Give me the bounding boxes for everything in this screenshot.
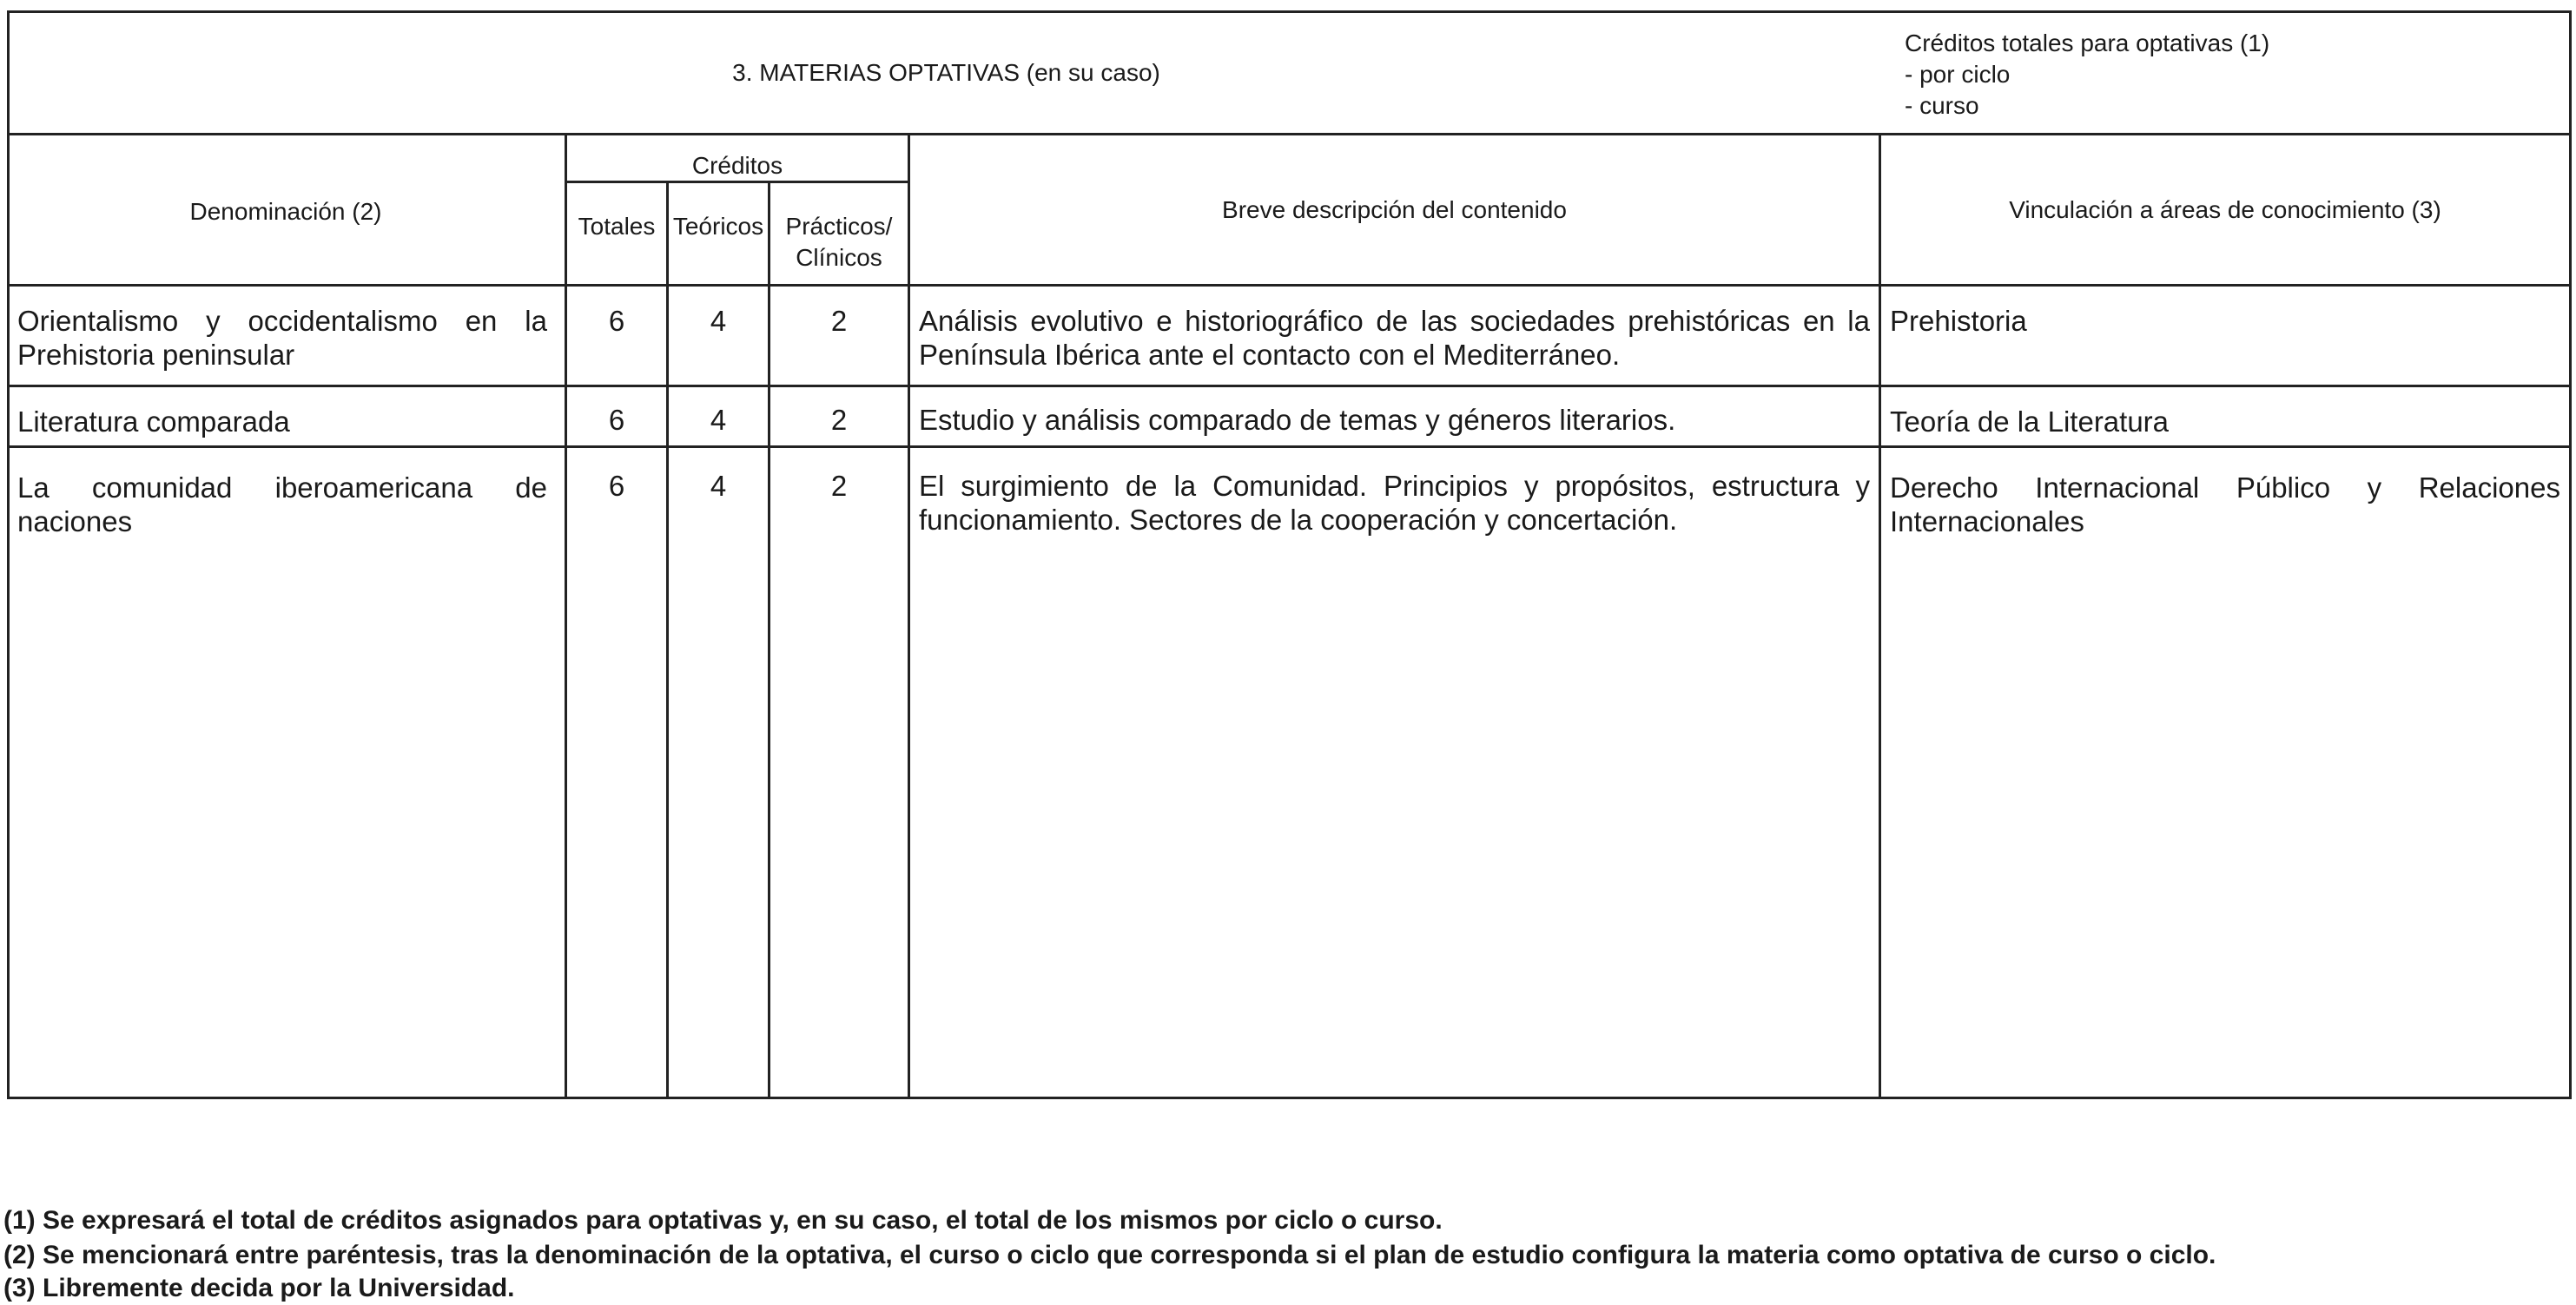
header-descripcion: Breve descripción del contenido	[1222, 196, 1567, 223]
row-2-practicos: 2	[830, 404, 848, 436]
row-1-teoricos: 4	[710, 305, 727, 337]
header-practicos	[770, 211, 908, 274]
credit-totals-line-3: - curso	[1905, 92, 1979, 119]
credit-totals-line-1: Créditos totales para optativas (1)	[1905, 30, 2270, 56]
row-2-denominacion: Literatura comparada	[17, 405, 290, 438]
credit-totals-line-2: - por ciclo	[1905, 61, 2011, 88]
row-3-totales: 6	[608, 470, 625, 502]
row-2-totales: 6	[608, 404, 625, 436]
header-practicos-line-2: Clínicos	[796, 244, 882, 271]
footnote-2: (2) Se mencionará entre paréntesis, tras la denominación de la optativa, el curso o ciclo que corresponda si el plan de estudio configura la materia como optativa de curso o ciclo.	[3, 1241, 2216, 1269]
row-3-vinculacion: Derecho Internacional Público y Relaciones Internacionales	[1890, 471, 2560, 537]
row-1-denominacion: Orientalismo y occidentalismo en la Prehistoria peninsular	[17, 305, 547, 371]
table-left-border	[7, 10, 10, 1099]
row-2-descripcion: Estudio y análisis comparado de temas y géneros literarios.	[919, 404, 1676, 436]
header-denominacion: Denominación (2)	[189, 198, 382, 225]
section-title: 3. MATERIAS OPTATIVAS (en su caso)	[732, 59, 1160, 86]
credit-totals-note	[1905, 28, 2565, 122]
row-1-vinculacion: Prehistoria	[1890, 305, 2027, 337]
row-1-descripcion: Análisis evolutivo e historiográfico de las sociedades prehistóricas en la Península Ibérica ante el contacto con el Mediterráneo.	[919, 305, 1870, 371]
col-divider-descripcion	[1879, 133, 1881, 1099]
table-top-border	[7, 10, 2572, 13]
footnote-1: (1) Se expresará el total de créditos asignados para optativas y, en su caso, el total de los mismos por ciclo o curso.	[3, 1206, 1443, 1235]
row-1-bottom	[7, 385, 2572, 387]
row-2-bottom	[7, 445, 2572, 448]
row-1-totales: 6	[608, 305, 625, 337]
row-3-teoricos: 4	[710, 470, 727, 502]
header-totales: Totales	[578, 213, 656, 240]
row-2-vinculacion: Teoría de la Literatura	[1890, 405, 2170, 438]
table-right-border	[2569, 10, 2572, 1099]
row-1-practicos: 2	[830, 305, 848, 337]
row-3-practicos: 2	[830, 470, 848, 502]
table-bottom-border	[7, 1097, 2572, 1099]
col-divider-denominacion	[565, 133, 567, 1099]
row-3-descripcion: El surgimiento de la Comunidad. Principios y propósitos, estructura y funcionamiento. Sectores de la cooperación y concertación.	[919, 470, 1870, 536]
header-practicos-line-1: Prácticos/	[785, 213, 893, 240]
column-header-bottom	[7, 284, 2572, 287]
row-3-denominacion: La comunidad iberoamericana de naciones	[17, 471, 547, 537]
header-teoricos: Teóricos	[672, 213, 764, 240]
row-2-teoricos: 4	[710, 404, 727, 436]
header-vinculacion: Vinculación a áreas de conocimiento (3)	[2009, 196, 2441, 223]
footnote-3: (3) Libremente decida por la Universidad.	[3, 1274, 515, 1302]
header-divider	[7, 133, 2572, 135]
header-creditos: Créditos	[691, 152, 783, 179]
col-divider-practicos	[908, 133, 910, 1099]
